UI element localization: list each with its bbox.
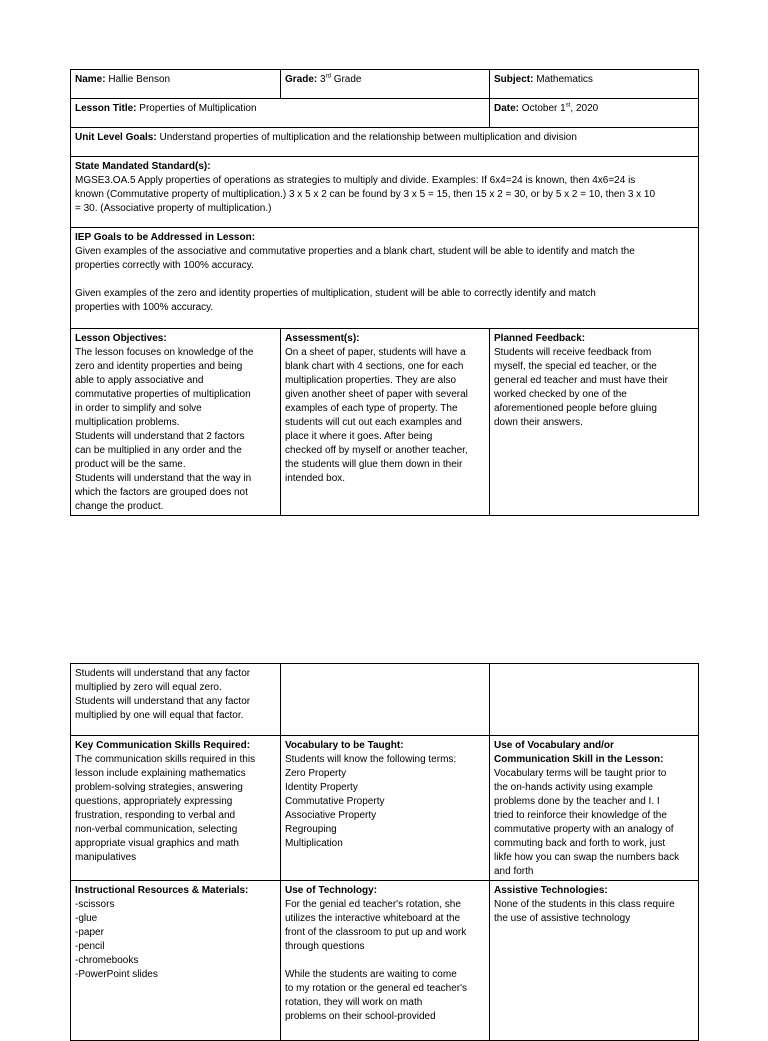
vocabulary-line: Students will know the following terms:: [285, 754, 457, 765]
feedback-continued-cell: [490, 664, 699, 736]
vocabulary-term: Associative Property: [285, 810, 377, 821]
resources-cell: [71, 881, 281, 1041]
assistive-line: the use of assistive technology: [494, 913, 631, 924]
vocab-use-line: commutative property with an analogy of: [494, 824, 674, 835]
objective-line: in order to simplify and solve: [75, 403, 202, 414]
communication-line: manipulatives: [75, 852, 137, 863]
technology-line: problems on their school-provided: [285, 1011, 436, 1022]
vocab-use-line: and forth: [494, 866, 534, 877]
resource-item: -scissors: [75, 899, 115, 910]
objective-line: Students will understand that any factor: [75, 696, 251, 707]
standard-cell: [71, 157, 699, 228]
lesson-plan-table-page1: [70, 69, 699, 516]
technology-line: front of the classroom to put up and work: [285, 927, 467, 938]
feedback-line: Students will receive feedback from: [494, 347, 652, 358]
name-label: Name:: [75, 74, 106, 85]
assessment-line: multiplication properties. They are also: [285, 375, 457, 386]
assessment-line: On a sheet of paper, students will have a: [285, 347, 466, 358]
feedback-line: down their answers.: [494, 417, 583, 428]
communication-line: questions, appropriately expressing: [75, 796, 233, 807]
objective-line: multiplied by one will equal that factor.: [75, 710, 244, 721]
assessment-cell: [281, 329, 490, 516]
vocab-use-label: Use of Vocabulary and/or: [494, 740, 614, 751]
objectives-cell: [71, 329, 281, 516]
feedback-cell: [490, 329, 699, 516]
date-year: , 2020: [570, 103, 599, 114]
assessment-line: checked off by myself or another teacher,: [285, 445, 468, 456]
vocab-use-cell: [490, 736, 699, 881]
vocab-use-line: problems done by the teacher and I. I: [494, 796, 660, 807]
objective-line: Students will understand that 2 factors: [75, 431, 245, 442]
unit-goals-row: [71, 128, 699, 157]
objectives-label: Lesson Objectives:: [75, 333, 167, 344]
communication-line: appropriate visual graphics and math: [75, 838, 239, 849]
communication-line: non-verbal communication, selecting: [75, 824, 238, 835]
name-cell: [71, 70, 281, 99]
resource-item: -pencil: [75, 941, 105, 952]
resource-item: -glue: [75, 913, 98, 924]
objectives-continued-row: [71, 664, 699, 736]
technology-label: Use of Technology:: [285, 885, 378, 896]
vocabulary-term: Multiplication: [285, 838, 343, 849]
assessment-line: students will cut out each examples and: [285, 417, 462, 428]
objective-line: multiplied by zero will equal zero.: [75, 682, 222, 693]
vocab-use-label: Communication Skill in the Lesson:: [494, 754, 664, 765]
assistive-line: None of the students in this class require: [494, 899, 675, 910]
communication-line: lesson include explaining mathematics: [75, 768, 246, 779]
iep-goal-line: properties with 100% accuracy.: [75, 302, 214, 313]
header-row: [71, 70, 699, 99]
vocabulary-label: Vocabulary to be Taught:: [285, 740, 404, 751]
standard-label: State Mandated Standard(s):: [75, 161, 211, 172]
technology-cell: [281, 881, 490, 1041]
assistive-label: Assistive Technologies:: [494, 885, 608, 896]
title-row: [71, 99, 699, 128]
communication-row: [71, 736, 699, 881]
vocabulary-cell: [281, 736, 490, 881]
technology-line: to my rotation or the general ed teacher's: [285, 983, 468, 994]
feedback-line: myself, the special ed teacher, or the: [494, 361, 657, 372]
assessment-line: intended box.: [285, 473, 346, 484]
iep-row: [71, 228, 699, 329]
objective-line: commutative properties of multiplication: [75, 389, 251, 400]
iep-label: IEP Goals to be Addressed in Lesson:: [75, 232, 256, 243]
feedback-line: general ed teacher and must have their: [494, 375, 668, 386]
technology-line: utilizes the interactive whiteboard at the: [285, 913, 461, 924]
objective-line: product will be the same.: [75, 459, 186, 470]
vocabulary-term: Identity Property: [285, 782, 358, 793]
lesson-title-value: Properties of Multiplication: [139, 103, 257, 114]
vocabulary-term: Commutative Property: [285, 796, 385, 807]
communication-line: problem-solving strategies, answering: [75, 782, 243, 793]
iep-cell: [71, 228, 699, 329]
objectives-row: [71, 329, 699, 516]
date-cell: [490, 99, 699, 128]
standard-row: [71, 157, 699, 228]
lesson-title-cell: [71, 99, 490, 128]
resources-label: Instructional Resources & Materials:: [75, 885, 249, 896]
unit-goals-cell: [71, 128, 699, 157]
objective-line: able to apply associative and: [75, 375, 204, 386]
communication-cell: [71, 736, 281, 881]
resource-item: -chromebooks: [75, 955, 139, 966]
communication-line: The communication skills required in this: [75, 754, 256, 765]
name-value: Hallie Benson: [108, 74, 171, 85]
lesson-plan-table-page2: [70, 663, 699, 1041]
resource-item: -paper: [75, 927, 104, 938]
assessment-line: the students will glue them down in their: [285, 459, 463, 470]
assessment-label: Assessment(s):: [285, 333, 360, 344]
standard-line: known (Commutative property of multiplication.) 3 x 5 x 2 can be found by 3 x 5 = 15, then 15 x 2 = 30, or by 5 x 2 = 10, then 3 x 10: [75, 189, 656, 200]
grade-cell: [281, 70, 490, 99]
iep-goal-line: Given examples of the zero and identity properties of multiplication, student will be able to correctly identify and match: [75, 288, 596, 299]
communication-line: frustration, responding to verbal and: [75, 810, 236, 821]
objectives-continued-cell: [71, 664, 281, 736]
date-month-day: October 1: [521, 103, 566, 114]
subject-value: Mathematics: [536, 74, 593, 85]
grade-number: 3: [320, 74, 326, 85]
technology-line: through questions: [285, 941, 365, 952]
objective-line: Students will understand that the way in: [75, 473, 252, 484]
feedback-label: Planned Feedback:: [494, 333, 586, 344]
vocab-use-line: Vocabulary terms will be taught prior to: [494, 768, 667, 779]
technology-line: rotation, they will work on math: [285, 997, 423, 1008]
objective-line: change the product.: [75, 501, 164, 512]
assessment-line: examples of each type of property. The: [285, 403, 458, 414]
feedback-line: aforementioned people before gluing: [494, 403, 657, 414]
objective-line: zero and identity properties and being: [75, 361, 243, 372]
vocab-use-line: likfe how you can swap the numbers back: [494, 852, 680, 863]
resources-row: [71, 881, 699, 1041]
objective-line: can be multiplied in any order and the: [75, 445, 242, 456]
assistive-cell: [490, 881, 699, 1041]
assessment-continued-cell: [281, 664, 490, 736]
standard-line: MGSE3.OA.5 Apply properties of operations as strategies to multiply and divide. Examples: If 6x4=24 is known, then 4x6=24 is: [75, 175, 636, 186]
objective-line: which the factors are grouped does not: [75, 487, 248, 498]
assessment-line: given another sheet of paper with several: [285, 389, 468, 400]
date-suffix: st: [565, 102, 571, 109]
date-label: Date:: [494, 103, 520, 114]
lesson-title-label: Lesson Title:: [75, 103, 137, 114]
unit-goals-value: Understand properties of multiplication and the relationship between multiplication and division: [159, 132, 577, 143]
standard-line: = 30. (Associative property of multiplication.): [75, 203, 272, 214]
objective-line: The lesson focuses on knowledge of the: [75, 347, 254, 358]
communication-label: Key Communication Skills Required:: [75, 740, 251, 751]
subject-cell: [490, 70, 699, 99]
resource-item: -PowerPoint slides: [75, 969, 158, 980]
vocabulary-term: Zero Property: [285, 768, 347, 779]
iep-goal-line: Given examples of the associative and commutative properties and a blank chart, student will be able to identify and match the: [75, 246, 635, 257]
iep-goal-line: properties correctly with 100% accuracy.: [75, 260, 254, 271]
unit-goals-label: Unit Level Goals:: [75, 132, 157, 143]
vocabulary-term: Regrouping: [285, 824, 337, 835]
feedback-line: worked checked by one of the: [494, 389, 627, 400]
vocab-use-line: the on-hands activity using example: [494, 782, 653, 793]
assessment-line: blank chart with 4 sections, one for each: [285, 361, 464, 372]
technology-line: While the students are waiting to come: [285, 969, 457, 980]
technology-line: For the genial ed teacher's rotation, she: [285, 899, 461, 910]
grade-word: Grade: [333, 74, 362, 85]
assessment-line: place it where it goes. After being: [285, 431, 433, 442]
objective-line: multiplication problems.: [75, 417, 180, 428]
objective-line: Students will understand that any factor: [75, 668, 251, 679]
grade-suffix: rd: [325, 73, 331, 80]
grade-label: Grade:: [285, 74, 318, 85]
vocab-use-line: commuting back and forth to work, just: [494, 838, 666, 849]
subject-label: Subject:: [494, 74, 534, 85]
vocab-use-line: tried to reinforce their knowledge of the: [494, 810, 667, 821]
